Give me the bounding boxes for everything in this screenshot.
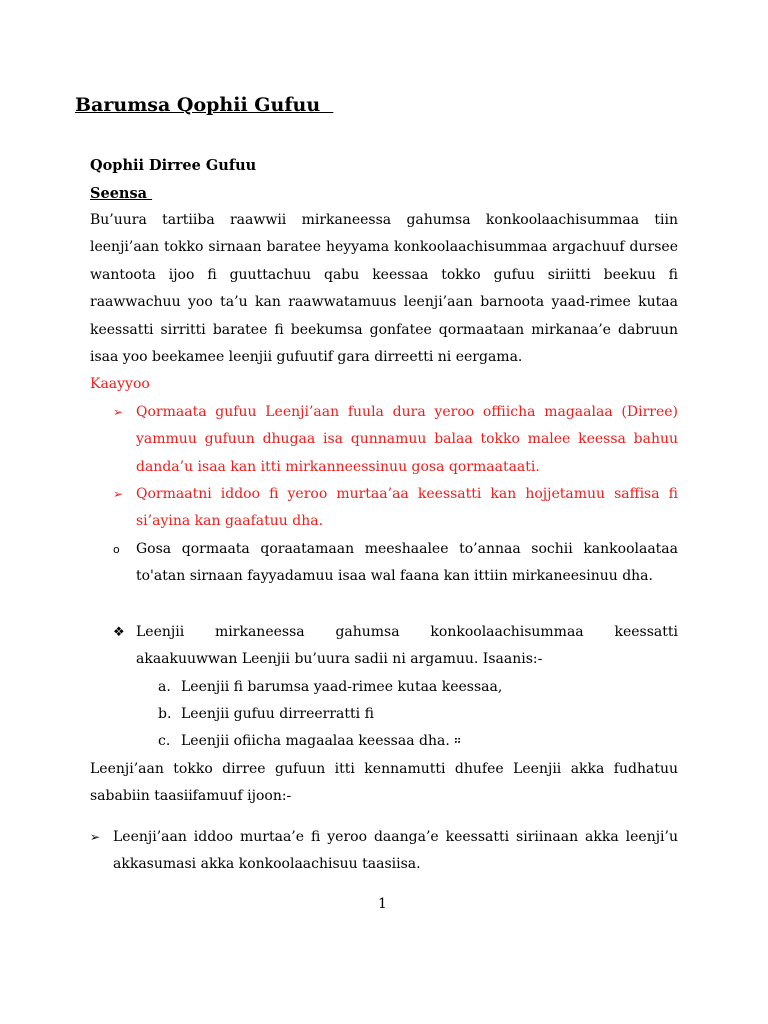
section-heading: Seensa [90,185,153,202]
bullet-item [113,536,678,591]
circle-bullet-icon: o [113,543,120,556]
arrow-right-icon: ➢ [113,405,124,419]
list-item-text: Leenjii fi barumsa yaad-rimee kutaa keessaa, [181,679,503,695]
bullet-item [113,619,678,674]
arrow-right-icon: ➢ [90,830,101,844]
list-item [158,728,461,755]
list-item-text: Leenjii gufuu dirreerratti fi [181,706,374,722]
list-item-text: Leenjii ofiicha magaalaa keessaa dha. ። [181,733,461,749]
bullet-item [90,824,678,879]
list-marker: a. [158,679,171,695]
section-subtitle: Qophii Dirree Gufuu [90,157,257,174]
closing-paragraph: Leenji’aan tokko dirree gufuun itti kennamutti dhufee Leenjii akka fudhatuu sababiin taasiifamuuf ijoon:- [90,761,678,805]
arrow-right-icon: ➢ [113,487,124,501]
list-marker: b. [158,706,172,722]
intro-paragraph: Bu’uura tartiiba raawwii mirkaneessa gahumsa konkoolaachisummaa tiin leenji’aan tokko sirnaan baratee heyyama konkoolaachisummaa argachuuf dursee wantoota ijoo fi guuttachuu qabu keessaa tokko gufuu siriitti beekuu fi raawwachuu yoo ta’u kan raawwatamuus leenji’aan barnoota yaad-rimee kutaa keessatti sirritti baratee fi beekumsa gonfatee qormaataan mirkanaa’e dabruun isaa yoo beekamee leenjii gufuutif gara dirreetti ni eergama. [90,212,678,366]
list-marker: c. [158,733,171,749]
bullet-text: Gosa qormaata qoraatamaan meeshaalee to’annaa sochii kankoolaataa to'atan sirnaan fayyadamuu isaa wal faana kan ittiin mirkaneesinuu dha. [136,541,678,585]
bullet-text: Leenji’aan iddoo murtaa’e fi yeroo daanga’e keessatti siriinaan akka leenji’u akkasumasi akka konkoolaachisuu taasiisa. [113,829,678,873]
list-item [158,674,502,701]
page-title: Barumsa Qophii Gufuu [75,94,334,116]
bullet-item [113,399,678,481]
bullet-item [113,481,678,536]
bullet-text: Leenjii mirkaneessa gahumsa konkoolaachisummaa keessatti akaakuuwwan Leenjii bu’uura sadii ni argamuu. Isaanis:- [136,624,678,668]
page-number: 1 [378,896,387,912]
bullet-text: Qormaata gufuu Leenji’aan fuula dura yeroo offiicha magaalaa (Dirree) yammuu gufuun dhugaa isa qunnamuu balaa tokko malee keessa bahuu danda’u isaa kan itti mirkanneessinuu gosa qormaataati. [136,404,678,475]
list-item [158,701,374,728]
bullet-text: Qormaatni iddoo fi yeroo murtaa’aa keessatti kan hojjetamuu saffisa fi si’ayina kan gaafatuu dha. [136,486,678,530]
diamond-bullet-icon: ❖ [113,625,125,640]
objective-label: Kaayyoo [90,376,150,392]
